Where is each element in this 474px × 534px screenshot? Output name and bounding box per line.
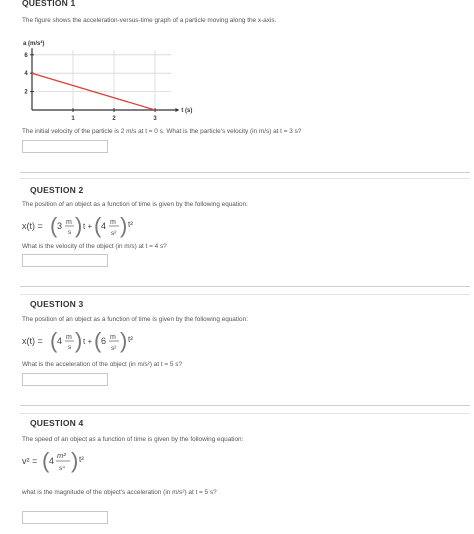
separator <box>20 178 470 179</box>
separator <box>20 413 470 414</box>
equation-lhs: x(t) = <box>22 221 43 231</box>
question-2-title: QUESTION 2 <box>30 185 84 195</box>
coefficient: 6 <box>101 336 107 346</box>
question-3-prompt: The position of an object as a function of time is given by the following equation: <box>22 316 248 323</box>
y-tick-label: 2 <box>24 89 28 96</box>
paren-open: ( <box>94 213 102 238</box>
unit-denominator: s² <box>111 345 117 352</box>
unit-numerator: m <box>66 219 72 226</box>
paren-close: ) <box>75 328 83 353</box>
x-axis-label: t (s) <box>181 108 193 114</box>
unit-denominator: s <box>68 344 72 351</box>
question-4-prompt: The speed of an object as a function of time is given by the following equation: <box>22 436 244 443</box>
question-1-prompt: The figure shows the acceleration-versus-time graph of a particle moving along the x-axis. <box>22 17 277 24</box>
term-variable: t + <box>83 222 93 231</box>
separator <box>20 405 470 406</box>
coefficient: 4 <box>101 221 107 231</box>
paren-open: ( <box>50 328 58 353</box>
separator <box>20 294 470 295</box>
x-tick-label: 1 <box>71 116 75 122</box>
unit-numerator: m <box>66 334 72 341</box>
unit-numerator: m <box>110 334 116 341</box>
y-tick-label: 6 <box>24 52 28 59</box>
term-variable: t + <box>83 337 93 346</box>
question-2-equation <box>20 212 160 242</box>
question-4-title: QUESTION 4 <box>30 418 84 428</box>
y-axis-label: a (m/s²) <box>23 41 45 48</box>
question-1-text: The initial velocity of the particle is 2 m/s at t = 0 s. What is the particle's velocity (in m/s) at t = 3 s? <box>22 128 302 135</box>
separator <box>20 172 470 173</box>
equation-lhs: x(t) = <box>22 336 43 346</box>
paren-open: ( <box>94 328 102 353</box>
unit-numerator: m² <box>57 451 66 460</box>
paren-close: ) <box>71 448 79 473</box>
question-3-text: What is the acceleration of the object (in m/s²) at t = 5 s? <box>22 361 183 368</box>
coefficient: 4 <box>49 456 55 466</box>
acceleration-time-chart <box>20 26 193 126</box>
question-2-text: What is the velocity of the object (in m/s) at t = 4 s? <box>22 243 167 250</box>
question-4-answer-input[interactable] <box>22 511 108 524</box>
x-tick-label: 3 <box>153 116 157 122</box>
paren-close: ) <box>120 328 128 353</box>
x-tick-label: 2 <box>112 116 116 122</box>
question-2-prompt: The position of an object as a function of time is given by the following equation: <box>22 201 248 208</box>
x-axis-arrow <box>175 108 179 112</box>
question-4-text: what is the magnitude of the object's acceleration (in m/s²) at t = 5 s? <box>22 489 217 496</box>
question-3-answer-input[interactable] <box>22 373 108 386</box>
paren-open: ( <box>50 213 58 238</box>
term-variable: t² <box>79 455 84 464</box>
question-4-equation <box>20 446 140 478</box>
unit-denominator: s <box>68 229 72 236</box>
question-3-equation <box>20 327 160 357</box>
term-variable: t² <box>128 335 133 344</box>
paren-open: ( <box>42 448 50 473</box>
question-1-title: QUESTION 1 <box>22 0 76 8</box>
question-2-answer-input[interactable] <box>22 254 108 267</box>
equation-lhs: v² = <box>22 456 38 466</box>
unit-denominator: s⁴ <box>59 465 66 472</box>
paren-close: ) <box>75 213 83 238</box>
unit-denominator: s² <box>111 230 117 237</box>
paren-close: ) <box>120 213 128 238</box>
y-tick-label: 4 <box>24 71 28 78</box>
question-3-title: QUESTION 3 <box>30 299 84 309</box>
coefficient: 3 <box>57 221 63 231</box>
question-1-answer-input[interactable] <box>22 140 108 153</box>
term-variable: t² <box>128 220 133 229</box>
unit-numerator: m <box>110 219 116 226</box>
coefficient: 4 <box>57 336 63 346</box>
separator <box>20 286 470 287</box>
